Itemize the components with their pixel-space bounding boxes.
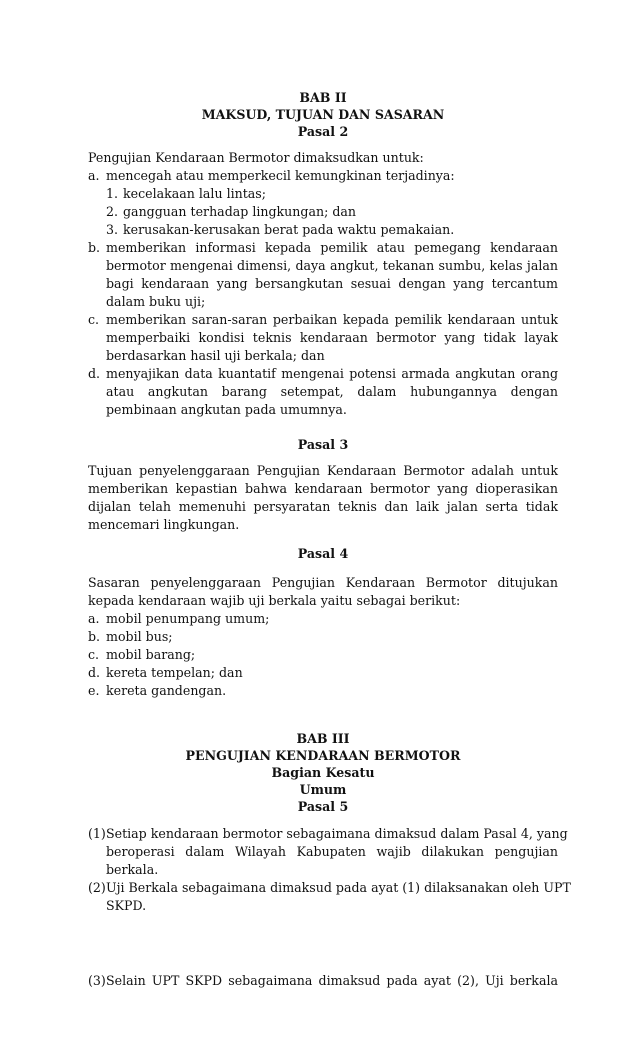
list-marker: a.: [88, 168, 100, 183]
paragraph-marker: (2): [88, 880, 106, 895]
list-item-text: kereta gandengan.: [106, 683, 227, 698]
list-item-text: kereta tempelan; dan: [106, 665, 243, 680]
article-title: Pasal 2: [297, 124, 349, 139]
paragraph-marker: (3): [88, 973, 106, 988]
paragraph-item-1: [88, 825, 568, 843]
list-marker: d.: [88, 366, 101, 381]
list-item-line: memberikan informasi kepada pemilik atau pemegang kendaraan: [106, 240, 558, 255]
chapter-title: BAB III: [296, 731, 350, 746]
paragraph-item-2-line: [88, 897, 558, 915]
list-item-line: memberikan saran-saran perbaikan kepada pemilik kendaraan untuk: [106, 312, 558, 327]
list-item-d-line: [88, 401, 558, 419]
list-item-text: gangguan terhadap lingkungan; dan: [123, 204, 357, 219]
paragraph-line: Sasaran penyelenggaraan Pengujian Kendaraan Bermotor ditujukan: [88, 575, 558, 590]
list-item-text: kerusakan-kerusakan berat pada waktu pemakaian.: [123, 222, 455, 237]
list-item-text: mobil bus;: [106, 629, 173, 644]
list-marker: e.: [88, 683, 100, 698]
list-item-d: [88, 365, 558, 383]
chapter-subtitle: PENGUJIAN KENDARAAN BERMOTOR: [185, 748, 461, 763]
list-item-b-line: [88, 257, 558, 275]
list-item-text: mencegah atau memperkecil kemungkinan terjadinya:: [106, 168, 455, 183]
sub-list-item-1: [88, 185, 558, 203]
list-item-line: dalam buku uji;: [106, 294, 206, 309]
list-item-a: [88, 167, 558, 185]
list-item-text: mobil barang;: [106, 647, 196, 662]
section-title: Bagian Kesatu: [271, 765, 375, 780]
article-title: Pasal 5: [297, 799, 349, 814]
list-item-line: atau angkutan barang setempat, dalam hubungannya dengan: [106, 384, 558, 399]
list-marker: a.: [88, 611, 100, 626]
list-item: [88, 610, 558, 628]
sub-list-item-2: [88, 203, 558, 221]
paragraph-line: dijalan telah memenuhi persyaratan teknis dan laik jalan serta tidak: [88, 499, 558, 514]
list-marker: b.: [88, 240, 101, 255]
paragraph-marker: (1): [88, 826, 106, 841]
paragraph-item-1-line: [88, 843, 558, 861]
list-marker: c.: [88, 647, 100, 662]
paragraph-item-2: [88, 879, 571, 897]
list-item-c-line: [88, 329, 558, 347]
list-item-line: bagi kendaraan yang bersangkutan sesuai dengan yang tercantum: [106, 276, 558, 291]
section-subtitle: Umum: [299, 782, 347, 797]
list-item-text: mobil penumpang umum;: [106, 611, 270, 626]
list-item-d-line: [88, 383, 558, 401]
paragraph-line: Uji Berkala sebagaimana dimaksud pada ayat (1) dilaksanakan oleh UPT: [106, 880, 571, 895]
article-title: Pasal 4: [297, 546, 349, 561]
list-item-b-line: [88, 275, 558, 293]
list-item: [88, 682, 558, 700]
paragraph-line: beroperasi dalam Wilayah Kabupaten wajib dilakukan pengujian: [106, 844, 558, 859]
list-marker: 3.: [106, 222, 119, 237]
list-item-line: bermotor mengenai dimensi, daya angkut, tekanan sumbu, kelas jalan: [106, 258, 558, 273]
list-marker: b.: [88, 629, 101, 644]
list-item-line: berdasarkan hasil uji berkala; dan: [106, 348, 325, 363]
paragraph-line: berkala.: [106, 862, 159, 877]
paragraph-item-1-line: [88, 861, 558, 879]
list-marker: c.: [88, 312, 100, 327]
list-item: [88, 646, 558, 664]
sub-list-item-3: [88, 221, 558, 239]
list-item: [88, 664, 558, 682]
list-item-line: pembinaan angkutan pada umumnya.: [106, 402, 347, 417]
list-item-b: [88, 239, 558, 257]
paragraph-item-3: [88, 972, 558, 990]
list-marker: d.: [88, 665, 101, 680]
list-item-line: menyajikan data kuantatif mengenai potensi armada angkutan orang: [106, 366, 558, 381]
paragraph-line: Setiap kendaraan bermotor sebagaimana dimaksud dalam Pasal 4, yang: [106, 826, 568, 841]
paragraph-line: memberikan kepastian bahwa kendaraan bermotor yang dioperasikan: [88, 481, 558, 496]
list-marker: 1.: [106, 186, 119, 201]
paragraph-line: Tujuan penyelenggaraan Pengujian Kendaraan Bermotor adalah untuk: [88, 463, 558, 478]
list-marker: 2.: [106, 204, 119, 219]
list-item-c-line: [88, 347, 558, 365]
list-item-b-line: [88, 293, 558, 311]
paragraph-line: Selain UPT SKPD sebagaimana dimaksud pada ayat (2), Uji berkala: [106, 973, 558, 988]
paragraph-line: kepada kendaraan wajib uji berkala yaitu sebagai berikut:: [88, 593, 461, 608]
list-item-line: memperbaiki kondisi teknis kendaraan bermotor yang tidak layak: [106, 330, 558, 345]
list-item-text: kecelakaan lalu lintas;: [123, 186, 267, 201]
chapter-title: BAB II: [299, 90, 347, 105]
list-item: [88, 628, 558, 646]
paragraph-line: mencemari lingkungan.: [88, 517, 240, 532]
list-item-c: [88, 311, 558, 329]
article-intro: Pengujian Kendaraan Bermotor dimaksudkan untuk:: [88, 150, 424, 165]
paragraph-line: SKPD.: [106, 898, 147, 913]
chapter-subtitle: MAKSUD, TUJUAN DAN SASARAN: [201, 107, 445, 122]
article-title: Pasal 3: [297, 437, 349, 452]
